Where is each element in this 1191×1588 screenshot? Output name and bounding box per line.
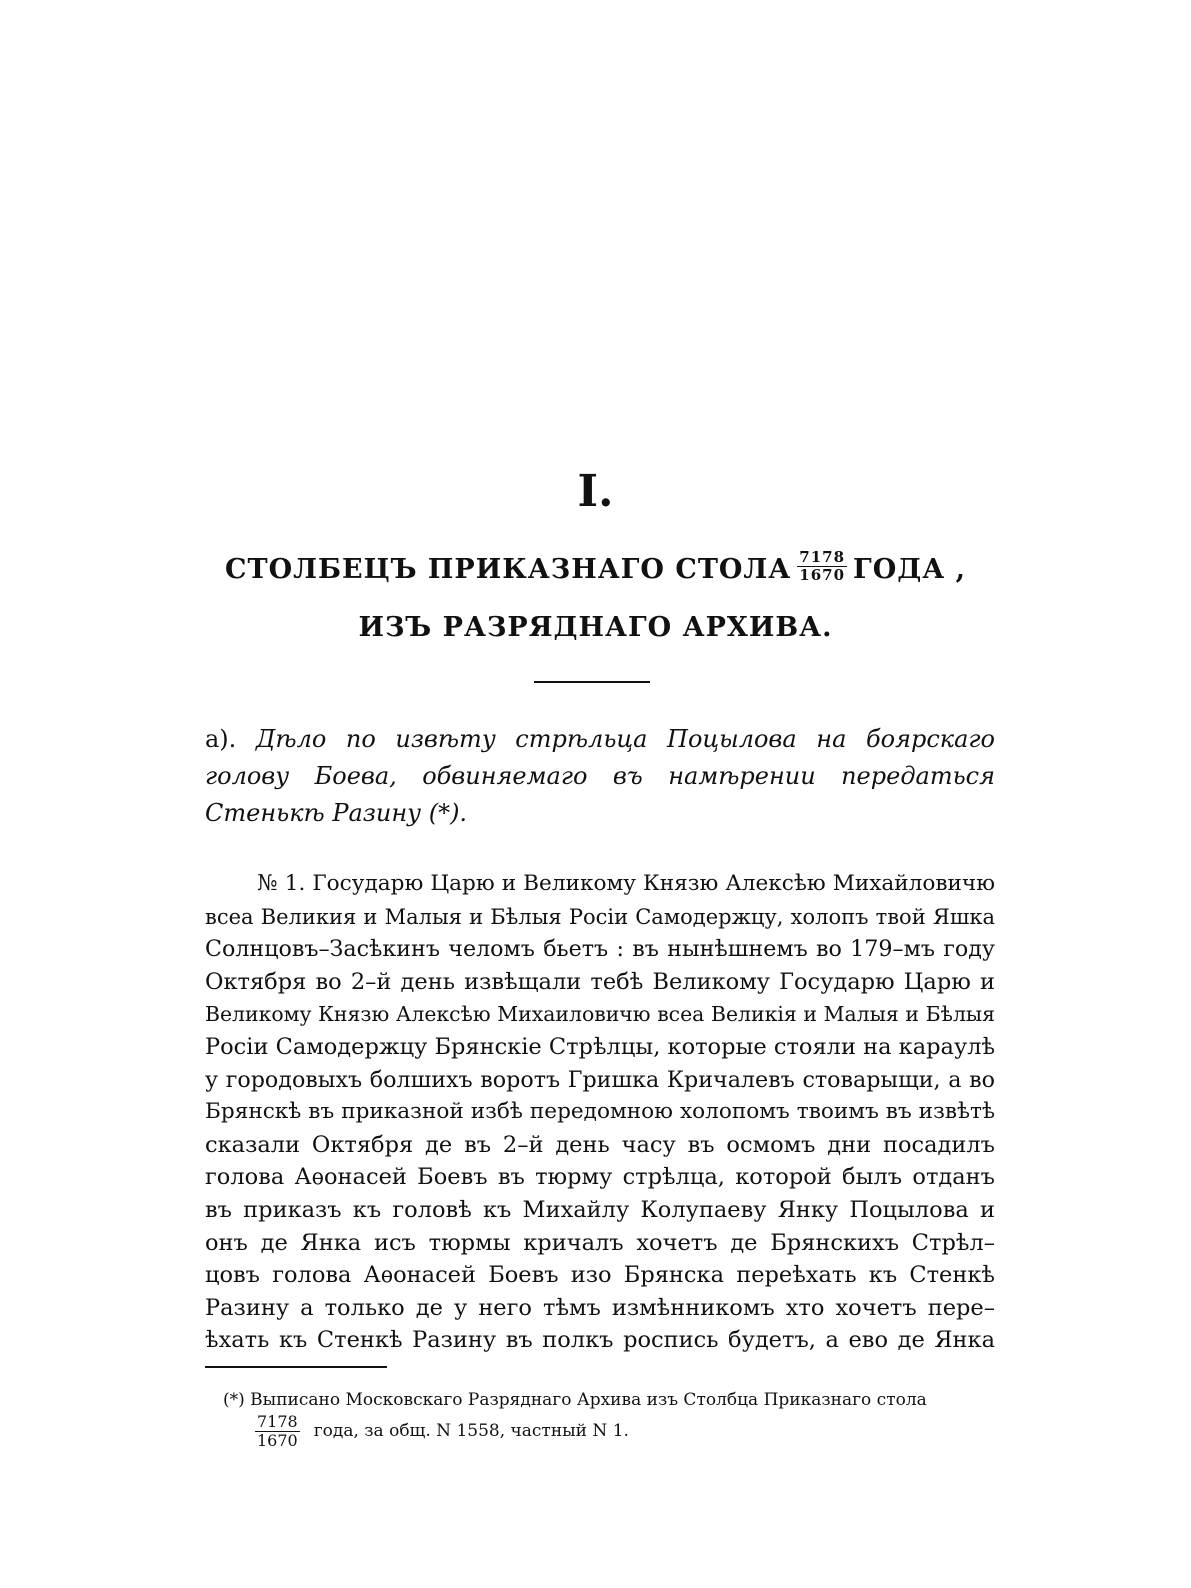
title-line-1 xyxy=(0,548,1191,588)
title-fraction-denominator: 1670 xyxy=(799,566,846,584)
footnote-fraction-numerator: 7178 xyxy=(257,1412,298,1431)
body-line: въ приказъ къ головѣ къ Михайлу Колупаеву Янку Поцылова и xyxy=(205,1196,995,1223)
chapter-number: I. xyxy=(577,466,614,517)
body-line: ѣхать къ Стенкѣ Разину въ полкъ роспись будетъ, а ево де Янка xyxy=(205,1327,995,1354)
body-line: № 1. Государю Царю и Великому Князю Алексѣю Михайловичю xyxy=(257,871,995,896)
title-text-after: ГОДА , xyxy=(853,554,967,585)
body-line: Октября во 2–й день извѣщали тебѣ Великому Государю Царю и xyxy=(205,968,995,995)
body-line: Росіи Самодержцу Брянскіе Стрѣлцы, которые стояли на караулѣ xyxy=(205,1033,996,1060)
footnote-line-1: (*) Выписано Московскаго Разряднаго Архива изъ Столбца Приказнаго стола xyxy=(223,1390,927,1410)
footnote-year-fraction xyxy=(255,1413,300,1450)
footnote-line-2-text: года, за общ. N 1558, частный N 1. xyxy=(313,1421,629,1441)
body-line: сказали Октября де въ 2–й день часу въ осмомъ дни посадилъ xyxy=(205,1131,995,1158)
section-divider xyxy=(534,681,650,683)
body-line: Разину а только де у него тѣмъ измѣнникомъ хто хочетъ пере– xyxy=(205,1294,995,1321)
title-year-fraction xyxy=(797,549,847,584)
body-line: всеа Великия и Малыя и Бѣлыя Росіи Самодержцу, холопъ твой Яшка xyxy=(205,904,995,929)
body-line: голова Аѳонасей Боевъ въ тюрму стрѣлца, которой былъ отданъ xyxy=(205,1164,995,1191)
footnote-fraction-denominator: 1670 xyxy=(257,1431,298,1450)
body-line: у городовыхъ болшихъ воротъ Гришка Кричалевъ стоварыщи, а во xyxy=(205,1066,995,1093)
footnote-divider xyxy=(205,1366,387,1368)
section-subheading xyxy=(205,721,995,832)
document-body xyxy=(205,868,995,1357)
body-line: Солнцовъ–Засѣкинъ челомъ бьетъ : въ нынѣшнемъ во 179–мъ году xyxy=(205,936,995,963)
footnote xyxy=(223,1389,998,1450)
title-text-before: СТОЛБЕЦЪ ПРИКАЗНАГО СТОЛА xyxy=(224,554,792,585)
title-fraction-numerator: 7178 xyxy=(799,548,846,566)
body-line: Брянскѣ въ приказной избѣ передомною холопомъ твоимъ въ извѣтѣ xyxy=(205,1099,995,1125)
title-line-2: ИЗЪ РАЗРЯДНАГО АРХИВА. xyxy=(358,612,833,643)
subheading-prefix: а). xyxy=(205,725,237,753)
body-line: цовъ голова Аѳонасей Боевъ изо Брянска переѣхать къ Стенкѣ xyxy=(205,1262,995,1289)
body-line: онъ де Янка исъ тюрмы кричалъ хочетъ де Брянскихъ Стрѣл– xyxy=(205,1229,995,1256)
footnote-line-2 xyxy=(223,1413,998,1450)
body-line: Великому Князю Алексѣю Михаиловичю всеа Великія и Малыя и Бѣлыя xyxy=(205,1002,995,1027)
subheading-text: Дѣло по извѣту стрѣльца Поцылова на боярскаго голову Боева, обвиняемаго въ намѣрении передаться Стенькѣ Разину (*). xyxy=(205,725,995,827)
